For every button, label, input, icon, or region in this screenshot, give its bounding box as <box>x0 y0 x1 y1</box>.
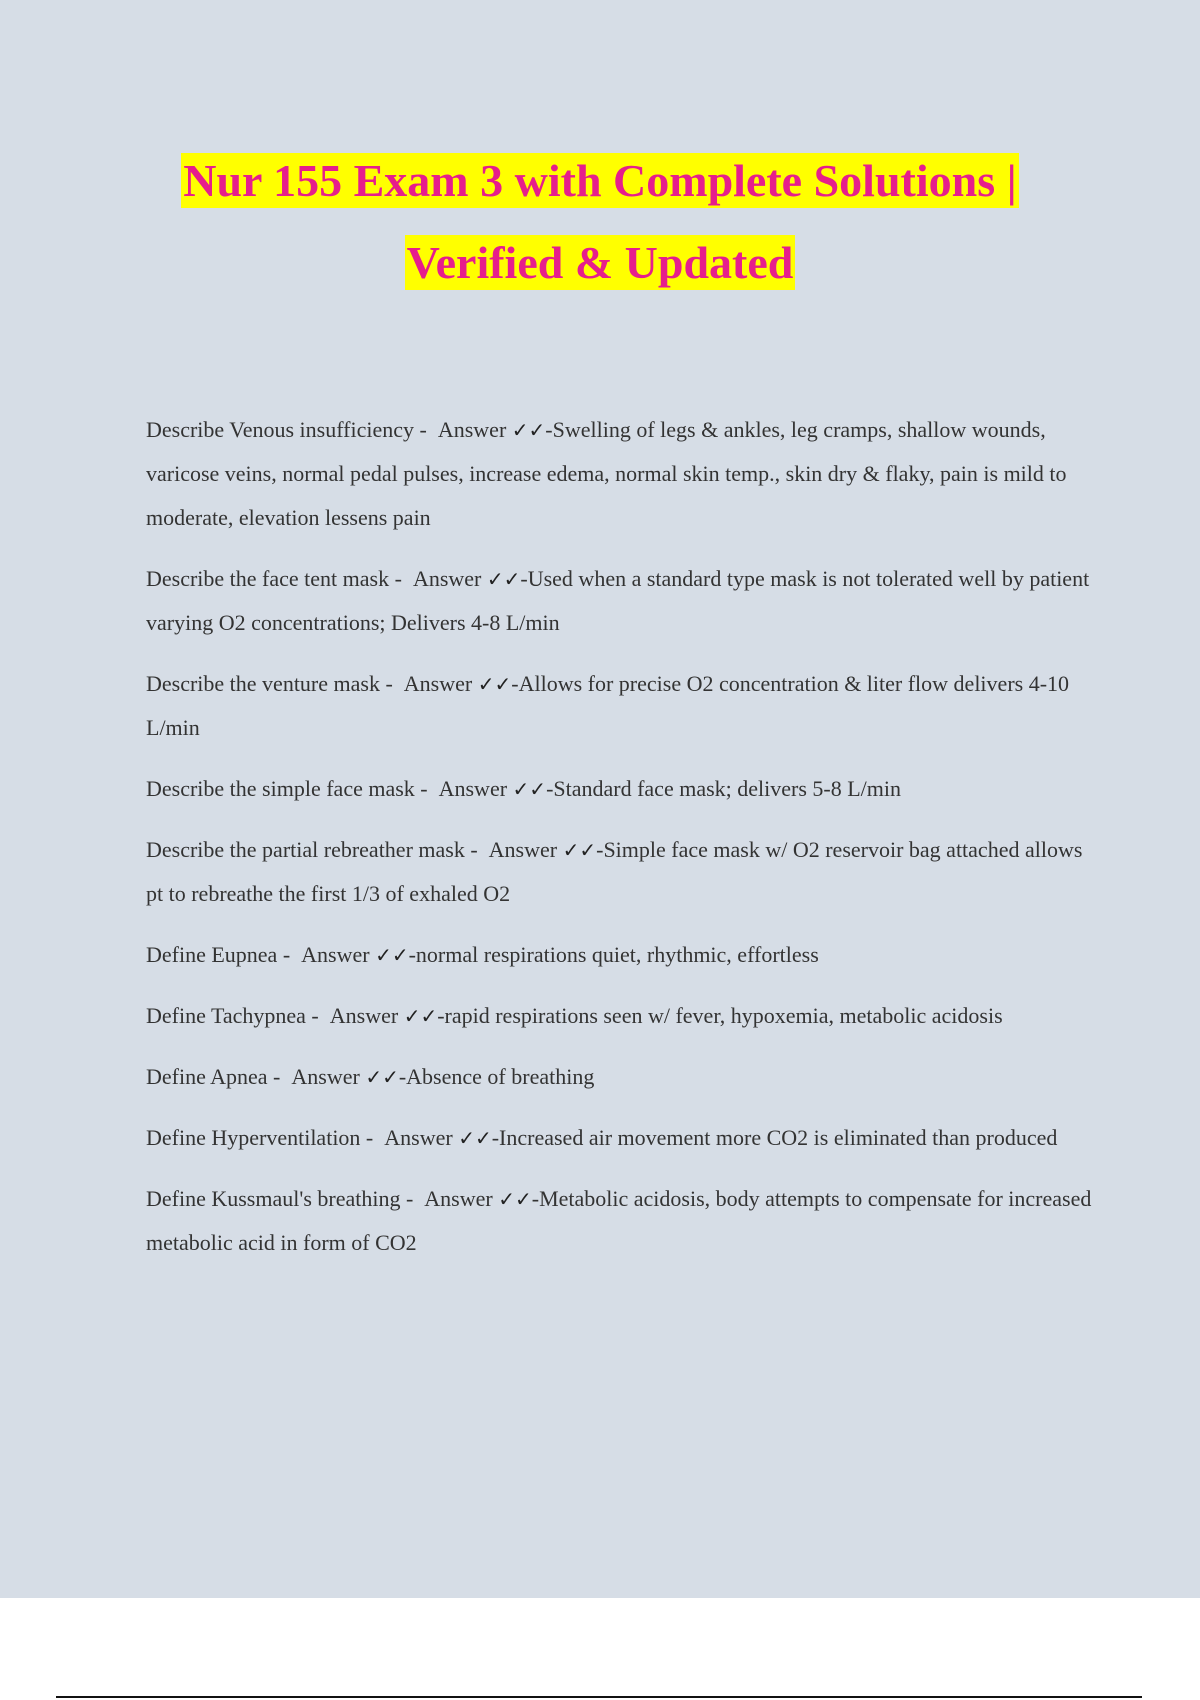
answer-label: Answer <box>403 671 473 696</box>
qa-item <box>146 408 1096 540</box>
qa-item <box>146 1177 1096 1265</box>
double-check-icon: ✓✓ <box>458 1126 492 1150</box>
qa-item <box>146 557 1096 645</box>
answer-text: -Simple face mask w/ O2 reservoir bag attached allows pt to rebreathe the first 1/3 of exhaled O2 <box>146 837 1083 906</box>
answer-label: Answer <box>438 776 508 801</box>
question-text: Describe the partial rebreather mask - <box>146 837 478 862</box>
double-check-icon: ✓✓ <box>511 418 546 442</box>
qa-item <box>146 994 1096 1038</box>
double-check-icon: ✓✓ <box>512 777 547 801</box>
answer-text: -Standard face mask; delivers 5-8 L/min <box>546 776 902 801</box>
title-line-1 <box>0 140 1200 222</box>
question-text: Define Eupnea - <box>146 942 291 967</box>
qa-item <box>146 828 1096 916</box>
answer-text: -Swelling of legs & ankles, leg cramps, shallow wounds, varicose veins, normal pedal pulses, increase edema, normal skin temp., skin dry & flaky, pain is mild to moderate, elevation lessens pain <box>146 417 1067 530</box>
double-check-icon: ✓✓ <box>403 1004 438 1028</box>
question-text: Define Tachypnea - <box>146 1003 319 1028</box>
answer-label: Answer <box>412 566 482 591</box>
qa-item <box>146 1116 1096 1160</box>
double-check-icon: ✓✓ <box>498 1187 532 1211</box>
double-check-icon: ✓✓ <box>562 838 597 862</box>
answer-text: -Allows for precise O2 concentration & liter flow delivers 4-10 L/min <box>146 671 1070 740</box>
double-check-icon: ✓✓ <box>365 1065 399 1089</box>
answer-label: Answer <box>384 1125 453 1150</box>
question-text: Describe the venture mask - <box>146 671 393 696</box>
answer-label: Answer <box>301 942 370 967</box>
double-check-icon: ✓✓ <box>486 567 521 591</box>
title-line-1-text: Nur 155 Exam 3 with Complete Solutions | <box>183 155 1017 206</box>
answer-text: -Absence of breathing <box>398 1064 595 1089</box>
answer-label: Answer <box>291 1064 360 1089</box>
double-check-icon: ✓✓ <box>477 672 512 696</box>
answer-text: -Increased air movement more CO2 is eliminated than produced <box>491 1125 1058 1150</box>
answer-label: Answer <box>437 417 507 442</box>
question-text: Describe the face tent mask - <box>146 566 402 591</box>
title-line-2 <box>0 222 1200 304</box>
question-text: Define Kussmaul's breathing - <box>146 1186 414 1211</box>
answer-label: Answer <box>424 1186 493 1211</box>
qa-item <box>146 933 1096 977</box>
answer-text: -normal respirations quiet, rhythmic, effortless <box>408 942 819 967</box>
qa-item <box>146 1055 1096 1099</box>
question-text: Define Apnea - <box>146 1064 281 1089</box>
answer-label: Answer <box>488 837 558 862</box>
answer-text: -Used when a standard type mask is not tolerated well by patient varying O2 concentrations; Delivers 4-8 L/min <box>146 566 1090 635</box>
answer-text: -rapid respirations seen w/ fever, hypoxemia, metabolic acidosis <box>437 1003 1003 1028</box>
qa-list <box>146 408 1096 1282</box>
answer-label: Answer <box>329 1003 399 1028</box>
bottom-divider <box>56 1696 1142 1698</box>
qa-item <box>146 662 1096 750</box>
double-check-icon: ✓✓ <box>375 943 409 967</box>
answer-text: -Metabolic acidosis, body attempts to compensate for increased metabolic acid in form of CO2 <box>146 1186 1092 1255</box>
question-text: Describe the simple face mask - <box>146 776 428 801</box>
page-title <box>0 140 1200 304</box>
question-text: Describe Venous insufficiency - <box>146 417 427 442</box>
question-text: Define Hyperventilation - <box>146 1125 374 1150</box>
title-line-2-text: Verified & Updated <box>406 237 794 288</box>
qa-item <box>146 767 1096 811</box>
